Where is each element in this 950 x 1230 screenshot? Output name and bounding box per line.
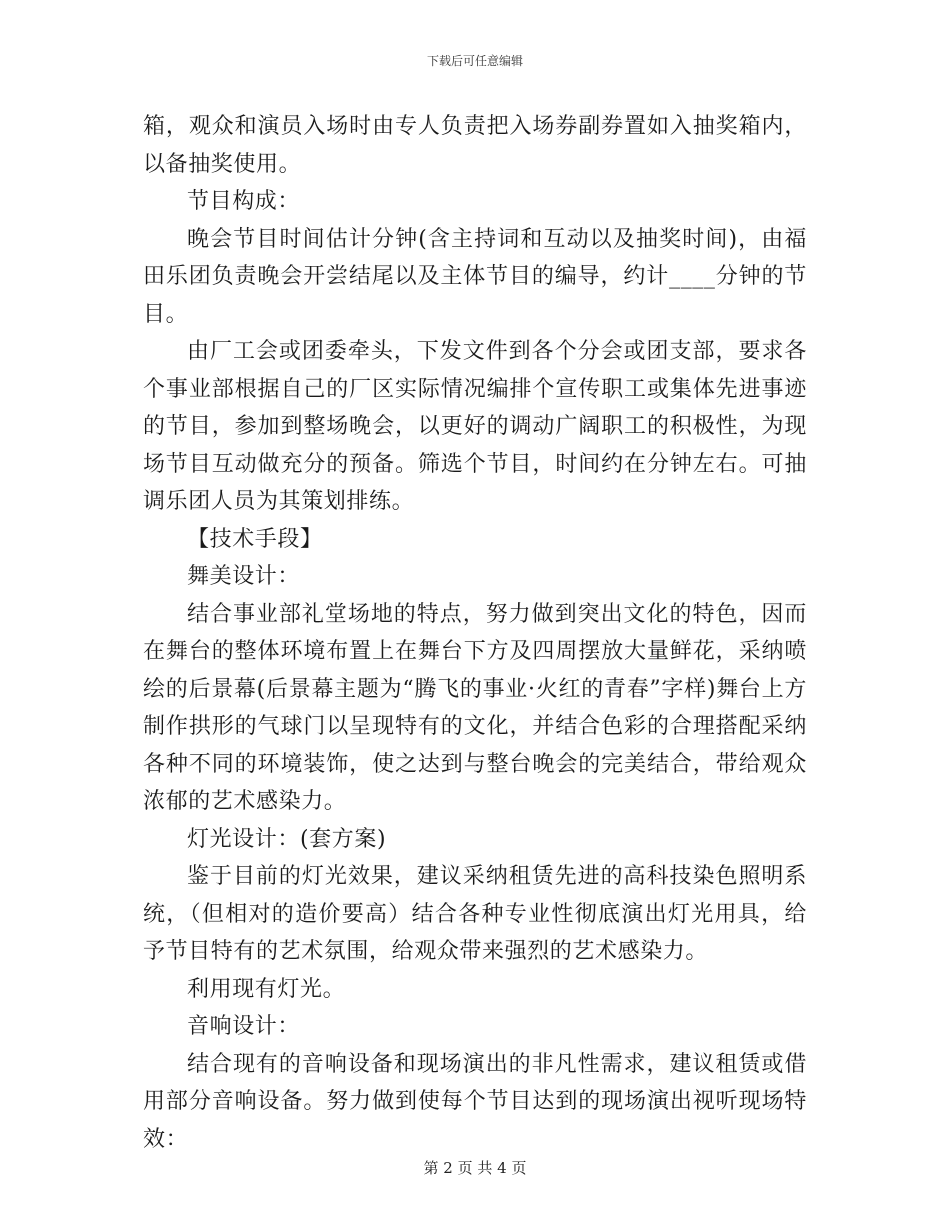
paragraph-sound-design: 结合现有的音响设备和现场演出的非凡性需求，建议租赁或借用部分音响设备。努力做到使每个节目达到的现场演出视听现场特效： [143,1051,807,1152]
document-body [143,108,807,1158]
paragraph-lighting-heading: 灯光设计：(套方案) [187,826,387,852]
paragraph-program-heading: 节目构成： [187,189,301,214]
paragraph-program-selection: 由厂工会或团委牵头，下发文件到各个分会或团支部，要求各个事业部根据自己的厂区实际情况编排个宣传职工或集体先进事迹的节目，参加到整场晚会，以更好的调动广阔职工的积极性，为现场节目互动做充分的预备。筛选个节目，时间约在分钟左右。可抽调乐团人员为其策划排练。 [143,339,807,514]
paragraph-continuation: 箱，观众和演员入场时由专人负责把入场券副券置如入抽奖箱内，以备抽奖使用。 [143,114,807,177]
page-footer: 第 2 页 共 4 页 [423,1159,527,1177]
paragraph-lighting-design: 鉴于目前的灯光效果，建议采纳租赁先进的高科技染色照明系统，（但相对的造价要高）结合各种专业性彻底演出灯光用具，给予节目特有的艺术氛围，给观众带来强烈的艺术感染力。 [143,864,807,964]
paragraph-sound-heading: 音响设计： [187,1014,301,1039]
paragraph-stage-design-heading: 舞美设计： [187,564,301,589]
section-heading-technical: 【技术手段】 [187,526,323,552]
paragraph-program-duration: 晚会节目时间估计分钟(含主持词和互动以及抽奖时间)，由福田乐团负责晚会开尝结尾以及主体节目的编导，约计____分钟的节目。 [143,226,807,327]
paragraph-stage-design: 结合事业部礼堂场地的特点，努力做到突出文化的特色，因而在舞台的整体环境布置上在舞台下方及四周摆放大量鲜花，采纳喷绘的后景幕(后景幕主题为“腾飞的事业·火红的青春”字样)舞台上方制作拱形的气球门以呈现特有的文化，并结合色彩的合理搭配采纳各种不同的环境装饰，使之达到与整台晚会的完美结合，带给观众浓郁的艺术感染力。 [143,601,807,814]
paragraph-existing-lighting: 利用现有灯光。 [187,976,346,1002]
page-header: 下载后可任意编辑 [426,54,523,68]
